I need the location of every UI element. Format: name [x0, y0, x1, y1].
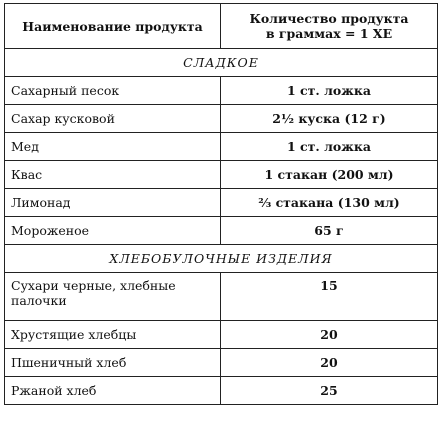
section-title: ХЛЕБОБУЛОЧНЫЕ ИЗДЕЛИЯ [5, 245, 438, 273]
table-row [5, 349, 438, 377]
header-quantity-line1: Количество продукта [249, 11, 409, 26]
product-name-cell: Сахарный песок [5, 77, 221, 105]
table-row [5, 105, 438, 133]
table-row [5, 161, 438, 189]
quantity-cell: 20 [221, 321, 438, 349]
table-row [5, 77, 438, 105]
header-product-name-text: Наименование продукта [22, 18, 203, 34]
section-row-bakery [5, 245, 438, 273]
table-row [5, 133, 438, 161]
quantity-cell: 2½ куска (12 г) [221, 105, 438, 133]
product-name-cell: Мороженое [5, 217, 221, 245]
table-row [5, 217, 438, 245]
quantity-cell: 15 [221, 273, 438, 321]
header-product-name [5, 4, 221, 49]
bread-units-table [4, 3, 438, 405]
quantity-cell: 1 стакан (200 мл) [221, 161, 438, 189]
product-name-cell: Квас [5, 161, 221, 189]
header-quantity [221, 4, 438, 49]
section-row-sweets [5, 49, 438, 77]
product-name-cell: Пшеничный хлеб [5, 349, 221, 377]
quantity-cell: 20 [221, 349, 438, 377]
table-row [5, 273, 438, 321]
table-row [5, 321, 438, 349]
product-name-cell: Сахар кусковой [5, 105, 221, 133]
product-name-cell: Сухари черные, хлебные палочки [5, 273, 221, 321]
quantity-cell: 25 [221, 377, 438, 405]
header-row [5, 4, 438, 49]
quantity-cell: 1 ст. ложка [221, 133, 438, 161]
product-name-cell: Лимонад [5, 189, 221, 217]
header-quantity-line2: в граммах = 1 ХЕ [265, 26, 393, 41]
document-page [4, 3, 437, 420]
section-title: СЛАДКОЕ [5, 49, 438, 77]
product-name-cell: Ржаной хлеб [5, 377, 221, 405]
quantity-cell: 65 г [221, 217, 438, 245]
quantity-cell: ⅔ стакана (130 мл) [221, 189, 438, 217]
quantity-cell: 1 ст. ложка [221, 77, 438, 105]
table-row [5, 377, 438, 405]
table-row [5, 189, 438, 217]
product-name-cell: Хрустящие хлебцы [5, 321, 221, 349]
product-name-cell: Мед [5, 133, 221, 161]
